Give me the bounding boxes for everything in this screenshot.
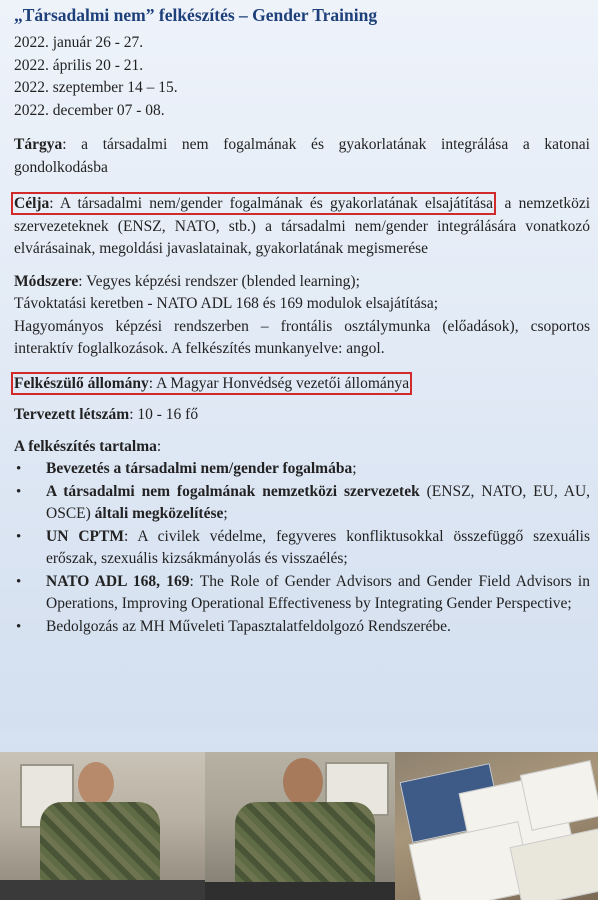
bullet-icon: • bbox=[16, 528, 22, 545]
label-targya: Tárgya bbox=[14, 136, 63, 153]
list-item: • UN CPTM: A civilek védelme, fegyveres konfliktusokkal összefüggő szexuális erőszak, szexuális kizsákmányolás és visszaélés; bbox=[16, 527, 590, 567]
list-item: • Bevezetés a társadalmi nem/gender fogalmába; bbox=[14, 458, 590, 481]
content-bullet-list bbox=[14, 458, 590, 638]
section-targya bbox=[14, 134, 590, 179]
photo-officer-right bbox=[205, 752, 395, 900]
date-item: 2022. december 07 - 08. bbox=[14, 101, 165, 119]
bullet-icon: • bbox=[16, 573, 22, 590]
content-area bbox=[14, 4, 590, 638]
text-letszam: : 10 - 16 fő bbox=[129, 406, 199, 423]
photo-documents bbox=[395, 752, 598, 900]
section-modszere bbox=[14, 271, 590, 361]
date-item: 2022. január 26 - 27. bbox=[14, 34, 144, 51]
highlight-box-allomany bbox=[14, 375, 409, 392]
label-modszere: Módszere bbox=[14, 272, 79, 290]
section-letszam bbox=[14, 404, 590, 427]
text-modszere-line3: Hagyományos képzési rendszerben – frontális osztálymunka (előadások), csoportos interaktív foglalkozások. A felkészítés munkanyelve: angol. bbox=[14, 317, 590, 357]
label-tartalma: A felkészítés tartalma bbox=[14, 437, 157, 455]
highlight-box-celja bbox=[14, 195, 493, 212]
text-allomany: : A Magyar Honvédség vezetői állománya bbox=[148, 374, 410, 392]
text-celja-rest: ; a nemzetközi szervezeteknek (ENSZ, NATO, stb.) a társadalmi nem/gender integrálására vonatkozó elvárásainak, megoldási javaslatainak, gyakorlatának megismerése bbox=[14, 195, 591, 257]
section-celja bbox=[14, 193, 590, 261]
bullet-icon: • bbox=[16, 483, 22, 500]
label-celja: Célja bbox=[14, 195, 50, 212]
list-item: • Bedolgozás az MH Műveleti Tapasztalatfeldolgozó Rendszerébe. bbox=[14, 616, 590, 639]
photo-strip bbox=[0, 752, 598, 900]
table-shape bbox=[0, 880, 205, 900]
date-list bbox=[14, 32, 590, 122]
list-item: • NATO ADL 168, 169: The Role of Gender Advisors and Gender Field Advisors in Operations, Improving Operational Effectiveness by Integrating Gender Perspective; bbox=[16, 572, 590, 612]
paper-shape bbox=[520, 760, 598, 831]
bullet-icon: • bbox=[16, 461, 22, 477]
section-allomany bbox=[14, 373, 590, 396]
text-tartalma-colon: : bbox=[156, 437, 162, 455]
date-item: 2022. szeptember 14 – 15. bbox=[14, 79, 178, 96]
photo-officer-left bbox=[0, 752, 205, 900]
page-title: „Társadalmi nem” felkészítés – Gender Training bbox=[14, 5, 378, 25]
text-modszere: : Vegyes képzési rendszer (blended learning); bbox=[78, 272, 360, 290]
text-modszere-line2: Távoktatási keretben - NATO ADL 168 és 169 modulok elsajátítása; bbox=[14, 295, 439, 312]
label-allomany: Felkészülő állomány bbox=[14, 374, 149, 392]
list-item: • A társadalmi nem fogalmának nemzetközi szervezetek (ENSZ, NATO, EU, AU, OSCE) általi megközelítése; bbox=[16, 482, 591, 522]
date-item: 2022. április 20 - 21. bbox=[14, 56, 144, 74]
label-letszam: Tervezett létszám bbox=[14, 406, 130, 423]
text-celja-highlighted: : A társadalmi nem/gender fogalmának és gyakorlatának elsajátítása bbox=[49, 195, 493, 212]
section-tartalma bbox=[14, 436, 590, 459]
text-targya: : a társadalmi nem fogalmának és gyakorlatának integrálása a katonai gondolkodásba bbox=[14, 136, 590, 176]
table-shape bbox=[205, 882, 395, 900]
bullet-icon: • bbox=[16, 618, 22, 635]
